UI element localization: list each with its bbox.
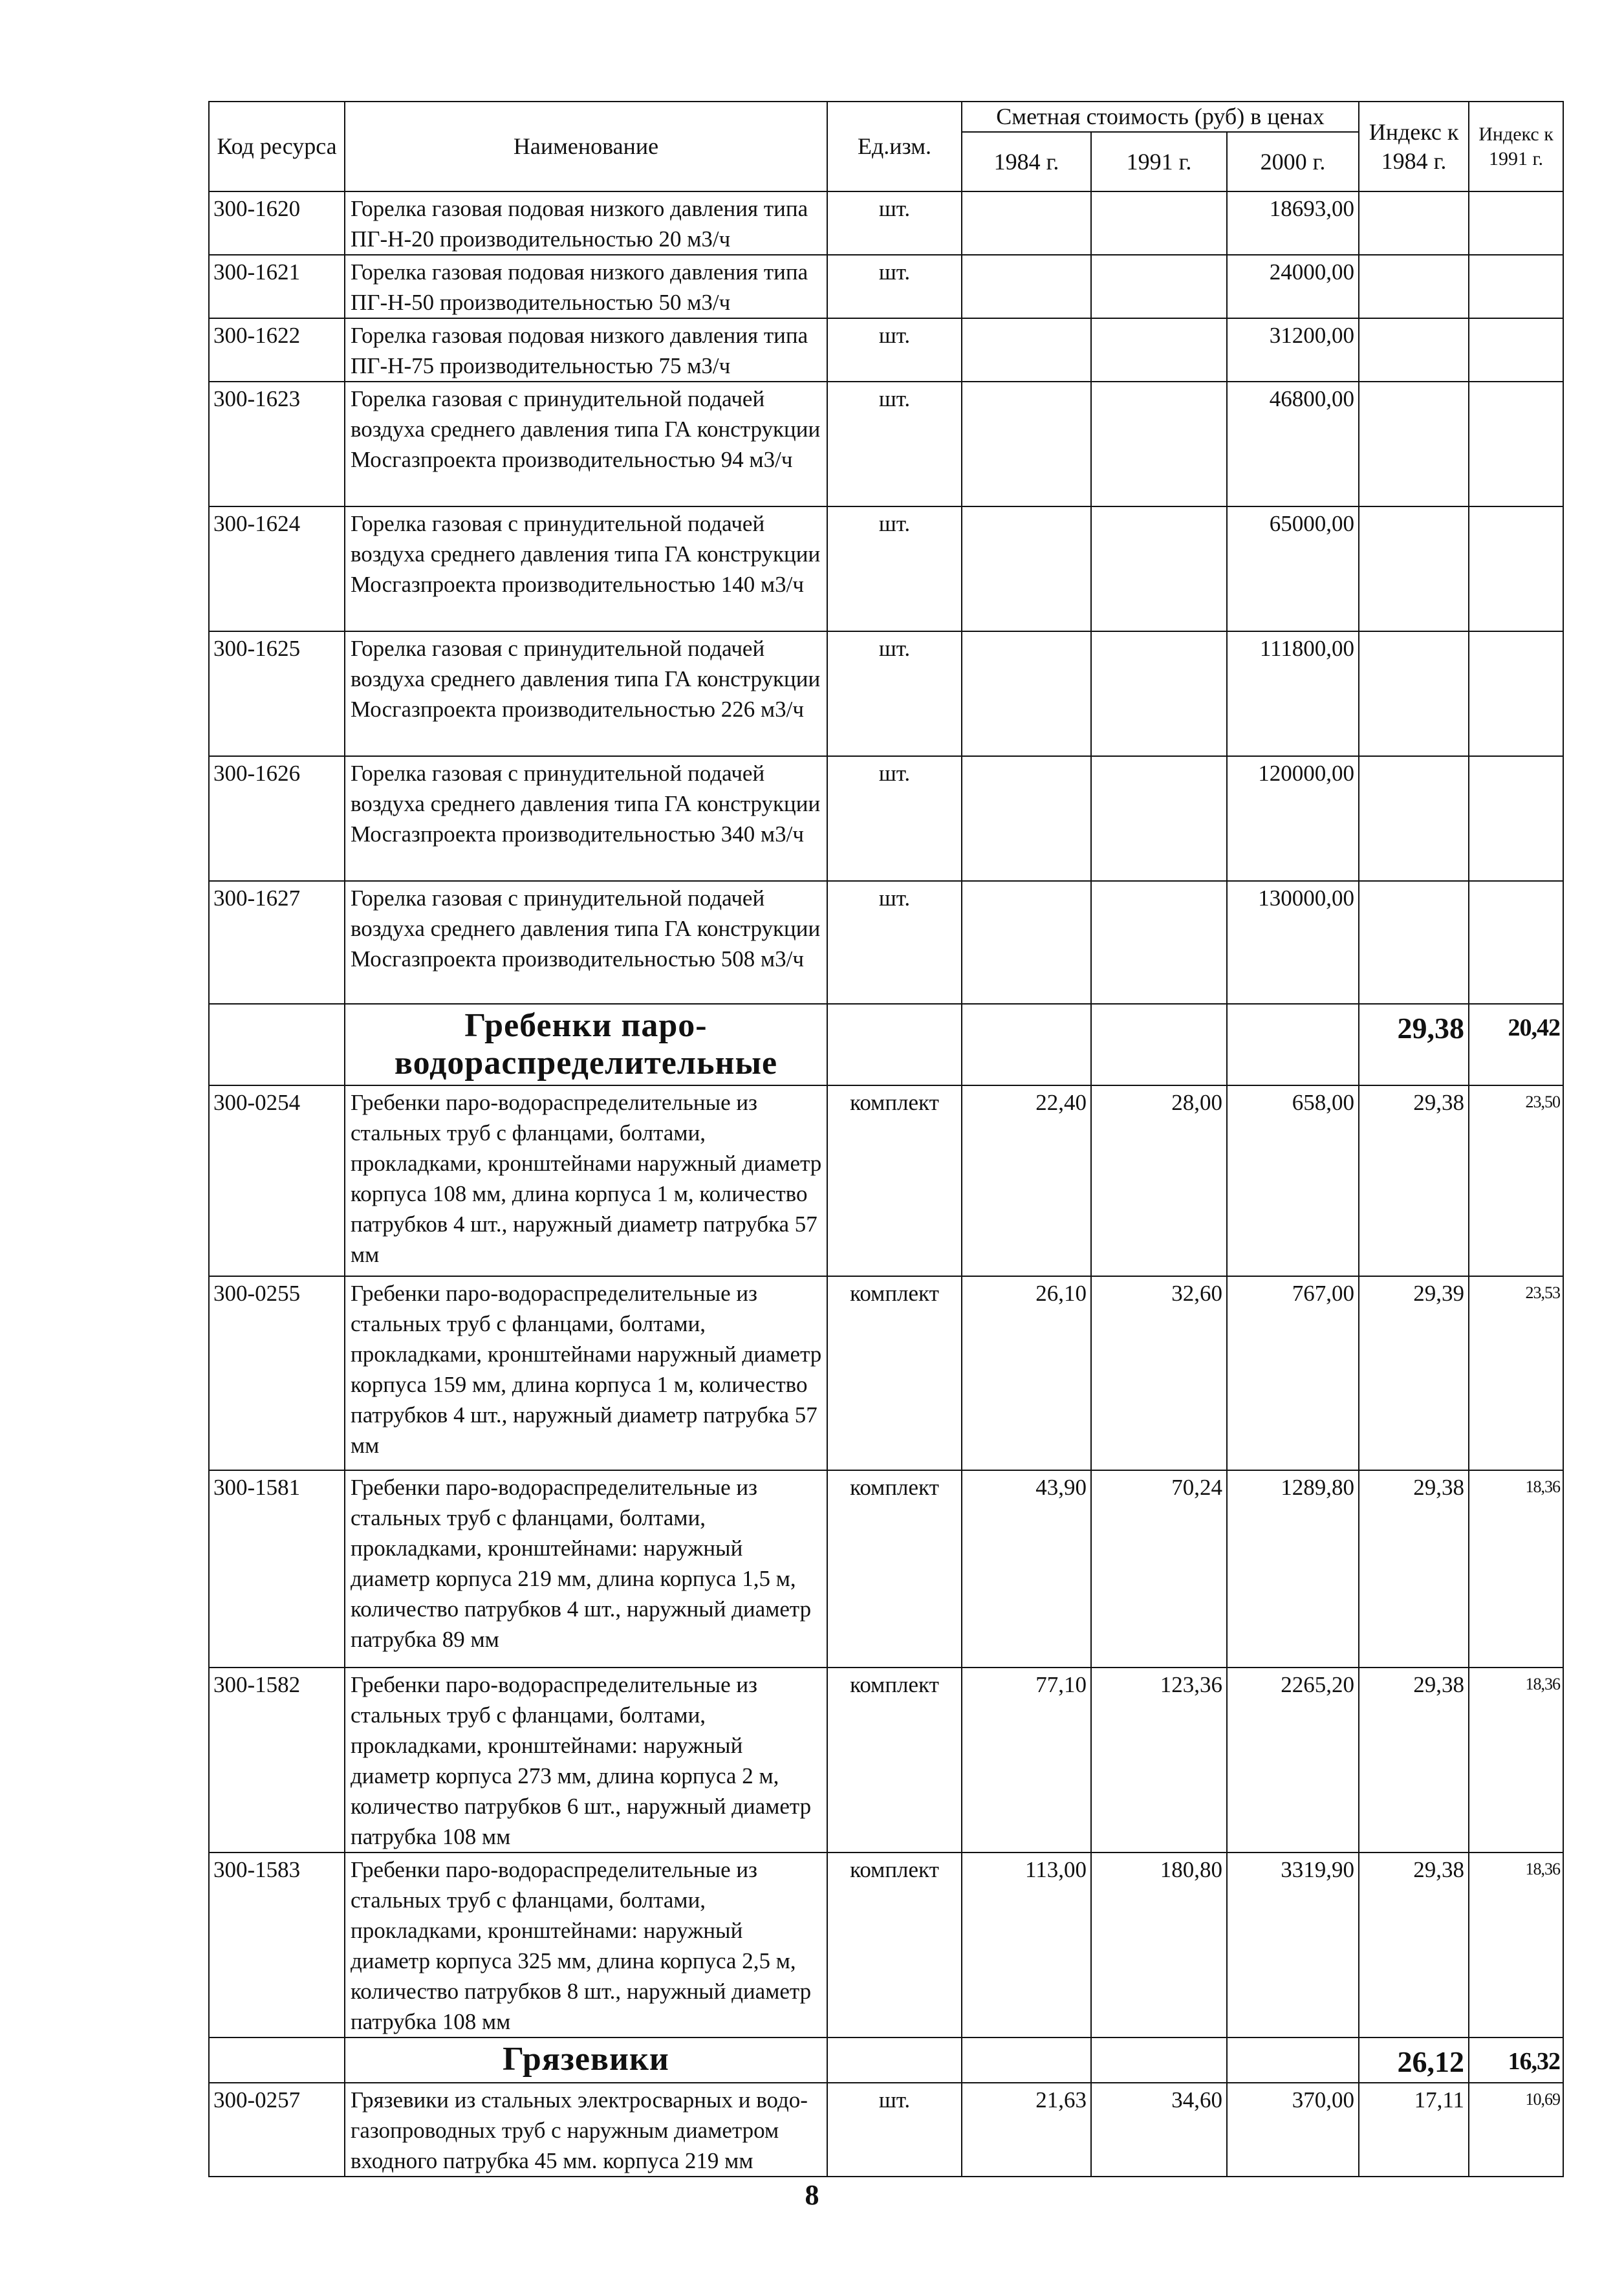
row-price-2000: 24000,00 <box>1227 255 1359 318</box>
row-unit: шт. <box>827 881 962 1004</box>
row-price-2000: 3319,90 <box>1227 1853 1359 2038</box>
row-index-1984 <box>1359 255 1469 318</box>
row-name: Горелка газовая с принудительной подачей воздуха среднего давления типа ГА конструкции Мосгазпроекта производительностью 226 м3/ч <box>345 631 827 756</box>
table-row <box>209 255 1563 318</box>
row-unit: комплект <box>827 1668 962 1853</box>
section-index-1991: 20,42 <box>1469 1004 1563 1085</box>
row-unit: шт. <box>827 506 962 631</box>
row-name: Грязевики из стальных электросварных и водо-газопроводных труб с наружным диаметром входного патрубка 45 мм. корпуса 219 мм <box>345 2083 827 2177</box>
row-code: 300-1623 <box>209 382 345 506</box>
row-price-1991 <box>1091 506 1227 631</box>
row-code: 300-1620 <box>209 191 345 255</box>
row-price-2000: 2265,20 <box>1227 1668 1359 1853</box>
section-index-1984: 26,12 <box>1359 2038 1469 2083</box>
row-name: Гребенки паро-водораспределительные из стальных труб с фланцами, болтами, прокладками, кронштейнами: наружный диаметр корпуса 219 мм, длина корпуса 1,5 м, количество патрубков 4 шт., наружный диаметр патрубка 89 мм <box>345 1470 827 1668</box>
table-row <box>209 318 1563 382</box>
row-index-1991: 18,36 <box>1469 1668 1563 1853</box>
page-number: 8 <box>805 2179 819 2211</box>
row-price-1991 <box>1091 191 1227 255</box>
row-price-1991: 180,80 <box>1091 1853 1227 2038</box>
row-price-2000: 370,00 <box>1227 2083 1359 2177</box>
row-index-1984: 29,38 <box>1359 1470 1469 1668</box>
table-row <box>209 1853 1563 2038</box>
row-unit: комплект <box>827 1276 962 1470</box>
table-row <box>209 191 1563 255</box>
row-unit: шт. <box>827 255 962 318</box>
row-price-1991 <box>1091 318 1227 382</box>
row-index-1984 <box>1359 881 1469 1004</box>
section-index-1984: 29,38 <box>1359 1004 1469 1085</box>
row-name: Гребенки паро-водораспределительные из стальных труб с фланцами, болтами, прокладками, кронштейнами: наружный диаметр корпуса 325 мм, длина корпуса 2,5 м, количество патрубков 8 шт., наружный диаметр патрубка 108 мм <box>345 1853 827 2038</box>
row-code: 300-1621 <box>209 255 345 318</box>
row-index-1984 <box>1359 191 1469 255</box>
col-1984-header: 1984 г. <box>962 132 1091 191</box>
row-unit: шт. <box>827 2083 962 2177</box>
row-price-1991: 70,24 <box>1091 1470 1227 1668</box>
row-price-1984 <box>962 191 1091 255</box>
table-row <box>209 1276 1563 1470</box>
row-unit: шт. <box>827 318 962 382</box>
row-index-1984: 29,38 <box>1359 1853 1469 2038</box>
row-price-1984 <box>962 506 1091 631</box>
row-index-1991: 10,69 <box>1469 2083 1563 2177</box>
row-price-1984: 21,63 <box>962 2083 1091 2177</box>
row-index-1991 <box>1469 191 1563 255</box>
row-price-1991: 123,36 <box>1091 1668 1227 1853</box>
table-row <box>209 881 1563 1004</box>
row-index-1984: 29,38 <box>1359 1085 1469 1276</box>
row-unit: шт. <box>827 756 962 881</box>
section-code-cell <box>209 2038 345 2083</box>
section-unit-cell <box>827 1004 962 1085</box>
section-index-1991: 16,32 <box>1469 2038 1563 2083</box>
section-empty-cell <box>1227 1004 1359 1085</box>
row-price-1984 <box>962 631 1091 756</box>
row-unit: комплект <box>827 1085 962 1276</box>
row-price-1991: 28,00 <box>1091 1085 1227 1276</box>
row-index-1991: 18,36 <box>1469 1470 1563 1668</box>
row-index-1991: 23,53 <box>1469 1276 1563 1470</box>
row-price-2000: 1289,80 <box>1227 1470 1359 1668</box>
row-price-1991 <box>1091 881 1227 1004</box>
row-code: 300-1582 <box>209 1668 345 1853</box>
section-empty-cell <box>1091 2038 1227 2083</box>
col-index-1984-header: Индекс к 1984 г. <box>1359 102 1469 191</box>
row-price-1984 <box>962 382 1091 506</box>
col-code-header: Код ресурса <box>209 102 345 191</box>
row-index-1991 <box>1469 631 1563 756</box>
burners-group <box>209 191 1563 1004</box>
row-unit: комплект <box>827 1853 962 2038</box>
row-name: Горелка газовая подовая низкого давления типа ПГ-Н-50 производительностью 50 м3/ч <box>345 255 827 318</box>
table-row <box>209 382 1563 506</box>
row-unit: шт. <box>827 631 962 756</box>
row-price-1991 <box>1091 255 1227 318</box>
row-price-1984 <box>962 255 1091 318</box>
section-combs <box>209 1004 1563 1085</box>
row-index-1984: 29,38 <box>1359 1668 1469 1853</box>
row-code: 300-1625 <box>209 631 345 756</box>
table-row <box>209 2083 1563 2177</box>
row-price-1984 <box>962 756 1091 881</box>
row-index-1991: 23,50 <box>1469 1085 1563 1276</box>
row-unit: шт. <box>827 191 962 255</box>
row-code: 300-1583 <box>209 1853 345 2038</box>
row-price-1984 <box>962 881 1091 1004</box>
section-empty-cell <box>962 1004 1091 1085</box>
section-empty-cell <box>1227 2038 1359 2083</box>
section-unit-cell <box>827 2038 962 2083</box>
row-index-1984 <box>1359 382 1469 506</box>
row-name: Гребенки паро-водораспределительные из стальных труб с фланцами, болтами, прокладками, кронштейнами наружный диаметр корпуса 108 мм, длина корпуса 1 м, количество патрубков 4 шт., наружный диаметр патрубка 57 мм <box>345 1085 827 1276</box>
table-row <box>209 1085 1563 1276</box>
row-index-1984: 17,11 <box>1359 2083 1469 2177</box>
price-table <box>208 101 1564 2177</box>
table-row <box>209 1470 1563 1668</box>
row-index-1984: 29,39 <box>1359 1276 1469 1470</box>
row-unit: шт. <box>827 382 962 506</box>
row-code: 300-1622 <box>209 318 345 382</box>
row-code: 300-0257 <box>209 2083 345 2177</box>
section-title: Гребенки паро-водораспределительные <box>345 1004 827 1085</box>
row-price-1984: 43,90 <box>962 1470 1091 1668</box>
row-price-2000: 130000,00 <box>1227 881 1359 1004</box>
row-price-2000: 18693,00 <box>1227 191 1359 255</box>
row-name: Горелка газовая подовая низкого давления типа ПГ-Н-75 производительностью 75 м3/ч <box>345 318 827 382</box>
col-1991-header: 1991 г. <box>1091 132 1227 191</box>
section-code-cell <box>209 1004 345 1085</box>
section-empty-cell <box>962 2038 1091 2083</box>
row-price-1984: 113,00 <box>962 1853 1091 2038</box>
row-index-1991 <box>1469 506 1563 631</box>
row-price-1984 <box>962 318 1091 382</box>
section-empty-cell <box>1091 1004 1227 1085</box>
row-index-1991 <box>1469 382 1563 506</box>
row-index-1991: 18,36 <box>1469 1853 1563 2038</box>
row-price-2000: 111800,00 <box>1227 631 1359 756</box>
row-price-2000: 120000,00 <box>1227 756 1359 881</box>
col-name-header: Наименование <box>345 102 827 191</box>
table-row <box>209 756 1563 881</box>
row-name: Горелка газовая с принудительной подачей воздуха среднего давления типа ГА конструкции Мосгазпроекта производительностью 508 м3/ч <box>345 881 827 1004</box>
row-index-1991 <box>1469 255 1563 318</box>
row-price-1991 <box>1091 382 1227 506</box>
section-mud <box>209 2038 1563 2083</box>
row-price-2000: 767,00 <box>1227 1276 1359 1470</box>
row-unit: комплект <box>827 1470 962 1668</box>
row-price-1984: 26,10 <box>962 1276 1091 1470</box>
combs-group <box>209 1085 1563 2038</box>
row-code: 300-1624 <box>209 506 345 631</box>
row-price-1984: 22,40 <box>962 1085 1091 1276</box>
table-header <box>209 102 1563 191</box>
row-index-1984 <box>1359 506 1469 631</box>
row-price-1991: 34,60 <box>1091 2083 1227 2177</box>
row-index-1991 <box>1469 881 1563 1004</box>
cost-group-header: Сметная стоимость (руб) в ценах <box>962 102 1359 132</box>
table-row <box>209 631 1563 756</box>
row-code: 300-0255 <box>209 1276 345 1470</box>
row-code: 300-0254 <box>209 1085 345 1276</box>
row-index-1991 <box>1469 318 1563 382</box>
row-price-2000: 46800,00 <box>1227 382 1359 506</box>
row-index-1984 <box>1359 631 1469 756</box>
table-row <box>209 1668 1563 1853</box>
row-price-1991 <box>1091 631 1227 756</box>
row-code: 300-1627 <box>209 881 345 1004</box>
row-name: Горелка газовая с принудительной подачей воздуха среднего давления типа ГА конструкции Мосгазпроекта производительностью 140 м3/ч <box>345 506 827 631</box>
row-code: 300-1626 <box>209 756 345 881</box>
row-price-1991: 32,60 <box>1091 1276 1227 1470</box>
row-index-1991 <box>1469 756 1563 881</box>
row-index-1984 <box>1359 318 1469 382</box>
col-unit-header: Ед.изм. <box>827 102 962 191</box>
row-index-1984 <box>1359 756 1469 881</box>
section-title: Грязевики <box>345 2038 827 2083</box>
row-price-2000: 658,00 <box>1227 1085 1359 1276</box>
row-name: Горелка газовая с принудительной подачей воздуха среднего давления типа ГА конструкции Мосгазпроекта производительностью 340 м3/ч <box>345 756 827 881</box>
col-index-1991-header: Индекс к 1991 г. <box>1469 102 1563 191</box>
row-name: Горелка газовая с принудительной подачей воздуха среднего давления типа ГА конструкции Мосгазпроекта производительностью 94 м3/ч <box>345 382 827 506</box>
row-price-2000: 31200,00 <box>1227 318 1359 382</box>
row-name: Гребенки паро-водораспределительные из стальных труб с фланцами, болтами, прокладками, кронштейнами: наружный диаметр корпуса 273 мм, длина корпуса 2 м, количество патрубков 6 шт., наружный диаметр патрубка 108 мм <box>345 1668 827 1853</box>
row-name: Гребенки паро-водораспределительные из стальных труб с фланцами, болтами, прокладками, кронштейнами наружный диаметр корпуса 159 мм, длина корпуса 1 м, количество патрубков 4 шт., наружный диаметр патрубка 57 мм <box>345 1276 827 1470</box>
price-table-sheet <box>208 101 1563 2177</box>
col-2000-header: 2000 г. <box>1227 132 1359 191</box>
row-price-1984: 77,10 <box>962 1668 1091 1853</box>
row-price-2000: 65000,00 <box>1227 506 1359 631</box>
table-row <box>209 506 1563 631</box>
row-name: Горелка газовая подовая низкого давления типа ПГ-Н-20 производительностью 20 м3/ч <box>345 191 827 255</box>
mud-group <box>209 2083 1563 2177</box>
row-price-1991 <box>1091 756 1227 881</box>
row-code: 300-1581 <box>209 1470 345 1668</box>
